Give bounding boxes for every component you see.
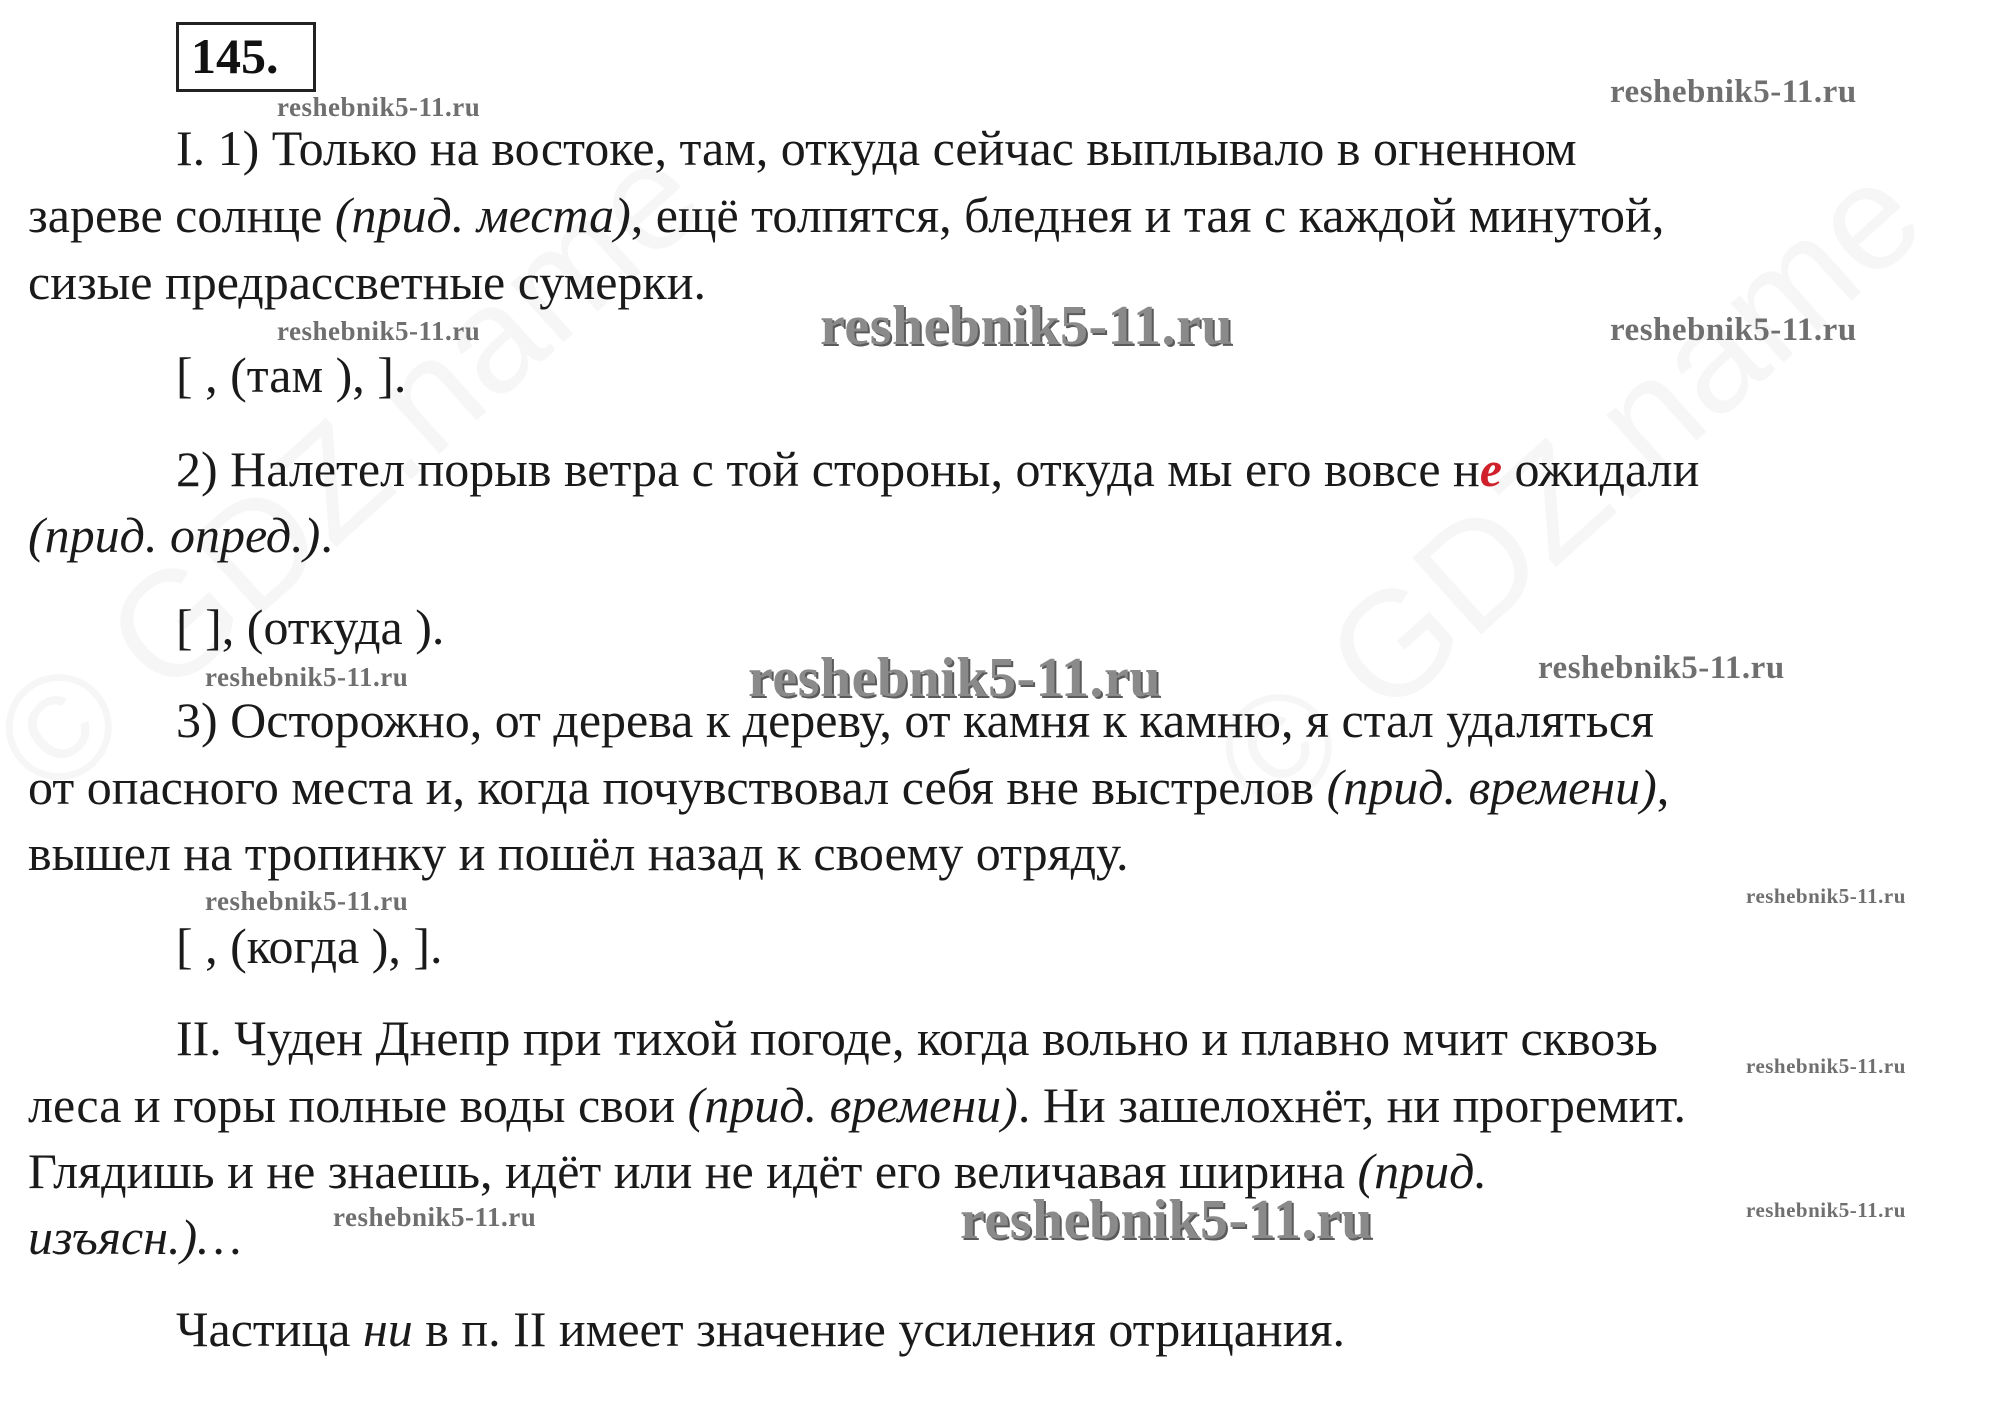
text-segment: , bbox=[1656, 759, 1670, 815]
watermark: reshebnik5-11.ru bbox=[277, 316, 481, 346]
text-line-5 bbox=[176, 441, 1700, 497]
text-line-6 bbox=[28, 507, 333, 563]
watermark: reshebnik5-11.ru bbox=[1610, 74, 1857, 110]
text-line-12: II. Чуден Днепр при тихой погоде, когда вольно и плавно мчит сквозь bbox=[176, 1010, 1658, 1066]
scheme-2: [ ], (откуда ). bbox=[176, 599, 445, 655]
text-segment: . bbox=[320, 507, 333, 563]
clause-type-note: (прид. опред.) bbox=[28, 507, 321, 563]
text-segment: Глядишь и не знаешь, идёт или не идёт его величавая ширина bbox=[28, 1143, 1358, 1199]
text-segment: , ещё толпятся, бледнея и тая с каждой минутой, bbox=[630, 187, 1665, 243]
watermark: reshebnik5-11.ru bbox=[1746, 1054, 1906, 1078]
watermark: reshebnik5-11.ru bbox=[820, 295, 1234, 357]
clause-type-note: (прид. bbox=[1357, 1143, 1487, 1199]
watermark: reshebnik5-11.ru bbox=[333, 1202, 537, 1232]
text-line-9 bbox=[28, 759, 1670, 815]
highlighted-letter: е bbox=[1479, 441, 1503, 497]
text-segment: от опасного места и, когда почувствовал себя вне выстрелов bbox=[28, 759, 1327, 815]
clause-type-note: (прид. места) bbox=[334, 187, 631, 243]
scheme-3: [ , (когда ), ]. bbox=[176, 918, 443, 974]
text-segment: ожидали bbox=[1502, 441, 1700, 497]
clause-type-note: (прид. времени) bbox=[1326, 759, 1657, 815]
text-segment: в п. II имеет значение усиления отрицания. bbox=[412, 1301, 1345, 1357]
text-segment: . Ни зашелохнёт, ни прогремит. bbox=[1017, 1077, 1687, 1133]
exercise-number: 145. bbox=[176, 22, 316, 92]
text-line-14 bbox=[28, 1143, 1487, 1199]
watermark: reshebnik5-11.ru bbox=[1746, 884, 1906, 908]
text-segment: зареве солнце bbox=[28, 187, 335, 243]
watermark: reshebnik5-11.ru bbox=[1538, 650, 1785, 686]
clause-type-note: (прид. времени) bbox=[687, 1077, 1018, 1133]
watermark: reshebnik5-11.ru bbox=[205, 662, 409, 692]
watermark: reshebnik5-11.ru bbox=[205, 886, 409, 916]
watermark: reshebnik5-11.ru bbox=[277, 92, 481, 122]
text-line-10: вышел на тропинку и пошёл назад к своему отряду. bbox=[28, 825, 1129, 881]
watermark: reshebnik5-11.ru bbox=[1610, 312, 1857, 348]
text-segment: леса и горы полные воды свои bbox=[28, 1077, 688, 1133]
watermark: reshebnik5-11.ru bbox=[748, 647, 1162, 709]
particle-word: ни bbox=[362, 1301, 413, 1357]
text-segment: 2) Налетел порыв ветра с той стороны, откуда мы его вовсе н bbox=[176, 441, 1480, 497]
text-line-1: I. 1) Только на востоке, там, откуда сейчас выплывало в огненном bbox=[176, 120, 1577, 176]
scheme-1: [ , (там ), ]. bbox=[176, 347, 407, 403]
text-line-3: сизые предрассветные сумерки. bbox=[28, 254, 706, 310]
text-line-16 bbox=[176, 1301, 1345, 1357]
watermark: reshebnik5-11.ru bbox=[960, 1189, 1374, 1251]
text-line-13 bbox=[28, 1077, 1687, 1133]
text-line-15: изъясн.)… bbox=[28, 1209, 242, 1265]
text-line-2 bbox=[28, 187, 1665, 243]
text-line-8: 3) Осторожно, от дерева к дереву, от камня к камню, я стал удаляться bbox=[176, 692, 1654, 748]
watermark: reshebnik5-11.ru bbox=[1746, 1198, 1906, 1222]
text-segment: Частица bbox=[176, 1301, 363, 1357]
